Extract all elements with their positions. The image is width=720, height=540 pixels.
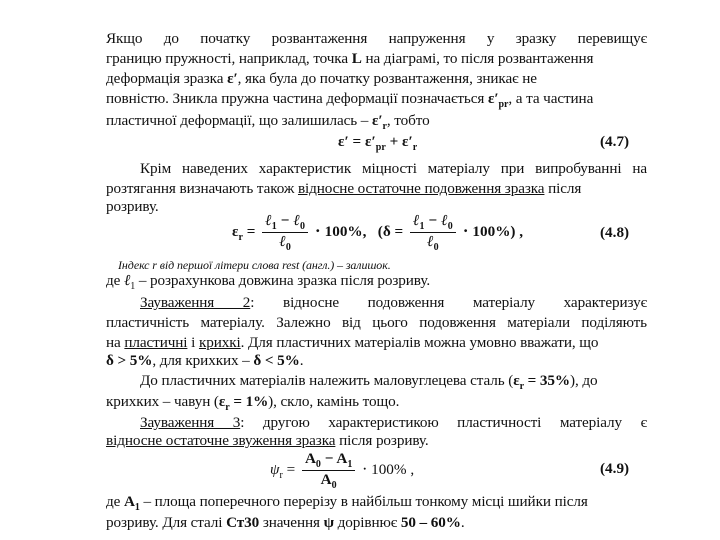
remark2-line-1: Зауваження 2: відносне подовження матеріалу характеризує xyxy=(140,294,647,311)
fraction-delta: $\frac{\ell_1 - \ell_0}{\ell_0}$ xyxy=(410,212,456,253)
remark2-line-4: δ > 5%, для крихких – δ < 5%. xyxy=(106,352,304,369)
p3-line-1: До пластичних матеріалів належить маловуглецева сталь $(\varepsilon_r = 35\%)$, до xyxy=(140,372,598,392)
last-line-2: розриву. Для сталі Ст30 значення ψ дорівнює 50 – 60%. xyxy=(106,514,465,531)
equation-number-4-9: (4.9) xyxy=(600,460,630,477)
equation-4-9: $\psi_r$ = $\frac{A_0 - A_1}{A_0}$ ⋅ 100% , xyxy=(270,450,415,491)
p2-line-1: Крім наведених характеристик міцності матеріалу при випробуванні на xyxy=(140,160,647,177)
p1-line-5: пластичної деформації, що залишилась – $\varepsilon'_r$, тобто xyxy=(106,112,430,132)
last-line-1: де $A_1$ – площа поперечного перерізу в найбільш тонкому місці шийки після xyxy=(106,493,588,513)
fraction-elongation: $\frac{\ell_1 - \ell_0}{\ell_0}$ xyxy=(262,212,308,253)
p2-line-2: розтягання визначають також відносне остаточне подовження зразка після xyxy=(106,180,582,197)
remark2-line-2: пластичність матеріалу. Залежно від цього подовження матеріали поділяють xyxy=(106,314,647,331)
index-note: Індекс r від першої літери слова rest (англ.) – залишок. xyxy=(118,258,391,272)
where-line: де ℓ$_1$ – розрахункова довжина зразка після розриву. xyxy=(106,272,431,292)
remark3-line-1: Зауваження 3: другою характеристикою пластичності матеріалу є xyxy=(140,414,647,431)
equation-4-8: $\varepsilon_r$ = $\frac{\ell_1 - \ell_0}{\ell_0}$ ⋅ 100%, (δ = $\frac{\ell_1 - \ell_0}{\ell_0}$ ⋅ 100%) , xyxy=(232,212,524,253)
p2-line-3: розриву. xyxy=(106,198,159,215)
fraction-contraction: $\frac{A_0 - A_1}{A_0}$ xyxy=(302,450,355,491)
p1-line-2: границю пружності, наприклад, точка L на діаграмі, то після розвантаження xyxy=(106,50,594,67)
p1-line-3: деформація зразка ε′, яка була до початку розвантаження, зникає не xyxy=(106,70,537,87)
equation-number-4-8: (4.8) xyxy=(600,224,630,241)
p3-line-2: крихких – чавун $(\varepsilon_r = 1\%)$, скло, камінь тощо. xyxy=(106,393,400,413)
remark2-line-3: на пластичні і крихкі. Для пластичних матеріалів можна умовно вважати, що xyxy=(106,334,599,351)
p1-line-1: Якщо до початку розвантаження напруження у зразку перевищує xyxy=(106,30,647,47)
remark3-line-2: відносне остаточне звуження зразка після розриву. xyxy=(106,432,429,449)
p1-line-4: повністю. Зникла пружна частина деформації позначається $\varepsilon'_{pr}$, а та частина xyxy=(106,90,594,110)
equation-4-7: $\varepsilon' = \varepsilon'_{pr} + \varepsilon'_r$ xyxy=(338,133,418,153)
equation-number-4-7: (4.7) xyxy=(600,133,630,150)
